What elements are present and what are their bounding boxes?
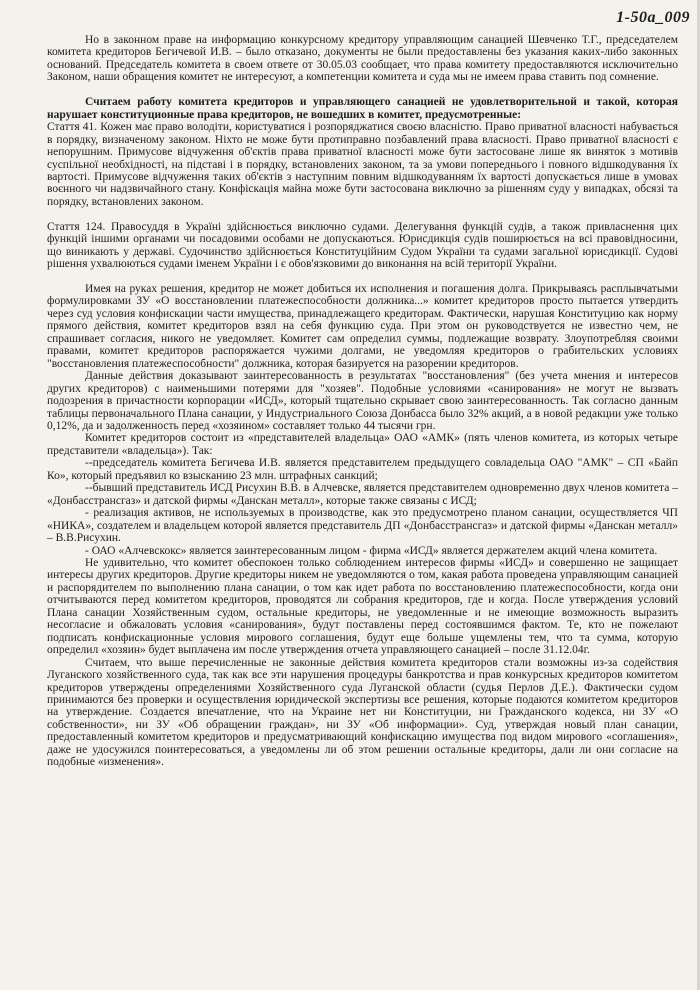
paragraph-info-refusal: Но в законном праве на информацию конкурсному кредитору управляющим санацией Шевченко Т.Г., председателем комитета кредиторов Бегичевой И.В. – было отказано, документы не были предоставлены без указания каких-либо законных оснований. Председатель комитета в своем ответе от 30.05.03 сообщает, что права комитету предоставляются исключительно Законом, наши обращения комитет не интересуют, а компетенции комитета и суда мы не имеем права ставить под сомнение. [47,34,678,84]
page-reference: 1-50а_009 [616,9,690,26]
paragraph-article-124: Стаття 124. Правосуддя в Україні здійснюється виключно судами. Делегування функцій судів, а також привласнення цих функцій іншими органами чи посадовими особами не допускаються. Юрисдикція судів поширюється на всі правовідносини, що виникають у державі. Судочинство здійснюється Конституційним Судом України та судами загальної юрисдикції. Судові рішення ухвалюються судами іменем України і є обов'язковими до виконання на всій території України. [47,220,678,271]
paragraph-committee-members: Комитет кредиторов состоит из «представителей владельца» ОАО «АМК» (пять членов комитета, из которых четыре представители «владельца»). Так: [47,432,678,457]
paragraph-court: Считаем, что выше перечисленные не законные действия комитета кредиторов стали возможны из-за содействия Луганского хозяйственного суда, так как все эти нарушения процедуры банкротства и прав конкурсных кредиторов комитетом кредиторов утверждены определениями Хозяйственного суда Луганской области (судья Перлов Д.Е.). Фактически судом принимаются без проверки и осуществления юридической экспертизы все решения, которые подаются комитетом кредиторов на утверждение. Создается впечатление, что на Украине нет ни Конституции, ни Гражданского кодекса, ни ЗУ «О собственности», ни ЗУ «Об обращении граждан», ни ЗУ «Об информации». Суд, утверждая новый план санации, предоставленный комитетом кредиторов и предусматривающий конфискацию имущества под видом мирового «соглашения», даже не удосужился поинтересоваться, а уведомлены ли об этом решении остальные кредиторы, дали ли они согласие на подобные «изменения». [47,656,678,769]
paragraph-committee-assessment: Считаем работу комитета кредиторов и управляющего санацией не удовлетворительной и такой, которая нарушает конституционные права кредиторов, не вошедших в комитет, предусмотренные: [47,96,678,121]
list-item-chairman: --председатель комитета Бегичева И.В. является представителем предыдущего совладельца ОАО "АМК" – СП «Байп Ко», который предъявил ко взысканию 23 млн. штрафных санкций; [47,457,678,482]
list-item-alchevskoks: - ОАО «Алчевскокс» является заинтересованным лицом - фирма «ИСД» является держателем акций члена комитета. [85,544,658,557]
paragraph-no-surprise: Не удивительно, что комитет обеспокоен только соблюдением интересов фирмы «ИСД» и совершенно не защищает интересы других кредиторов. Другие кредиторы никем не уведомляются о том, какая работа проведена управляющим санацией и распорядителем по выполнению плана санации, о том как идет работа по восстановлению платежеспособности, когда они отчитываются перед комитетом кредиторов, проводятся ли собрания кредиторов, где и когда. После утверждения условий Плана санации Хозяйственным судом, остальные кредиторы, не уведомленные и не имеющие возможность выразить несогласие и обжаловать условия «санирования», будут поставлены перед состоявшимся фактом. Те, кто не пожелают подписать конфискационные условия мирового соглашения, будут еще больше ущемлены тем, что та сумма, которую определил «хозяин» будет выплачена им после утверждения отчета управляющего санацией – после 31.12.04г. [47,556,678,657]
paragraph-interest: Данные действия доказывают заинтересованность в результатах "восстановления" (без учета мнения и интересов других кредиторов) с наименьшими потерями для "хозяев". Подобные условиями «санирования» не могут не вызвать подозрения в причастности корпорации «ИСД», который тщательно скрывает свою заинтересованность. Так согласно данным таблицы первоначального Плана санации, у Индустриального Союза Донбасса было 32% акций, а в новой редакции уже только 0,12%, да и задолженность перед «хозяином» составляет только 44 тысячи грн. [47,370,678,432]
list-item-former-rep: --бывший представитель ИСД Рисухин В.В. в Алчевске, является представителем одновременно двух членов комитета – «Донбасстрансгаз» и датской фирмы «Данскан металл», которые также связаны с ИСД; [47,482,678,507]
paragraph-article-41: Стаття 41. Кожен має право володіти, користуватися і розпоряджатися своєю власністю. Право приватної власності набувається в порядку, визначеному законом. Ніхто не може бути протиправно позбавлений права власності. Право приватної власності є непорушним. Примусове відчуження об'єктів права приватної власності може бути застосоване лише як виняток з мотивів суспільної необхідності, на підставі і в порядку, встановлених законом, та за умови попереднього і повного відшкодування їх вартості. Примусове відчуження таких об'єктів з наступним повним відшкодуванням їх вартості допускається лише в умовах воєнного чи надзвичайного стану. Конфіскація майна може бути застосована виключно за рішенням суду у випадках, обсязі та порядку, встановлених законом. [47,121,678,208]
list-item-asset-sale: - реализация активов, не используемых в производстве, как это предусмотрено планом санации, осуществляется ЧП «НИКА», создателем и владельцем которой является представитель ДП «Донбасстрансгаз» и датской фирмы «Данскан металл» – В.В.Рисухин. [47,507,678,545]
paragraph-decisions: Имея на руках решения, кредитор не может добиться их исполнения и погашения долга. Прикрываясь расплывчатыми формулировками ЗУ «О восстановлении платежеспособности должника...» комитет кредиторов просто пытается утвердить через суд условия конфискации части имущества, принадлежащего кредиторам. Фактически, нарушая Конституцию как норму прямого действия, комитет кредиторов взял на себя функцию суда. При этом он руководствуется не известно чем, не спрашивает согласия, никого не уведомляет. Комитет сам определил суммы, подлежащие возврату. Злоупотребляя своими правами, комитет кредиторов распоряжается чужими долгами, не уведомляя кредиторов о грабительских условиях "восстановления платежеспособности" должника, которая базируется на разорении кредиторов. [47,283,678,370]
